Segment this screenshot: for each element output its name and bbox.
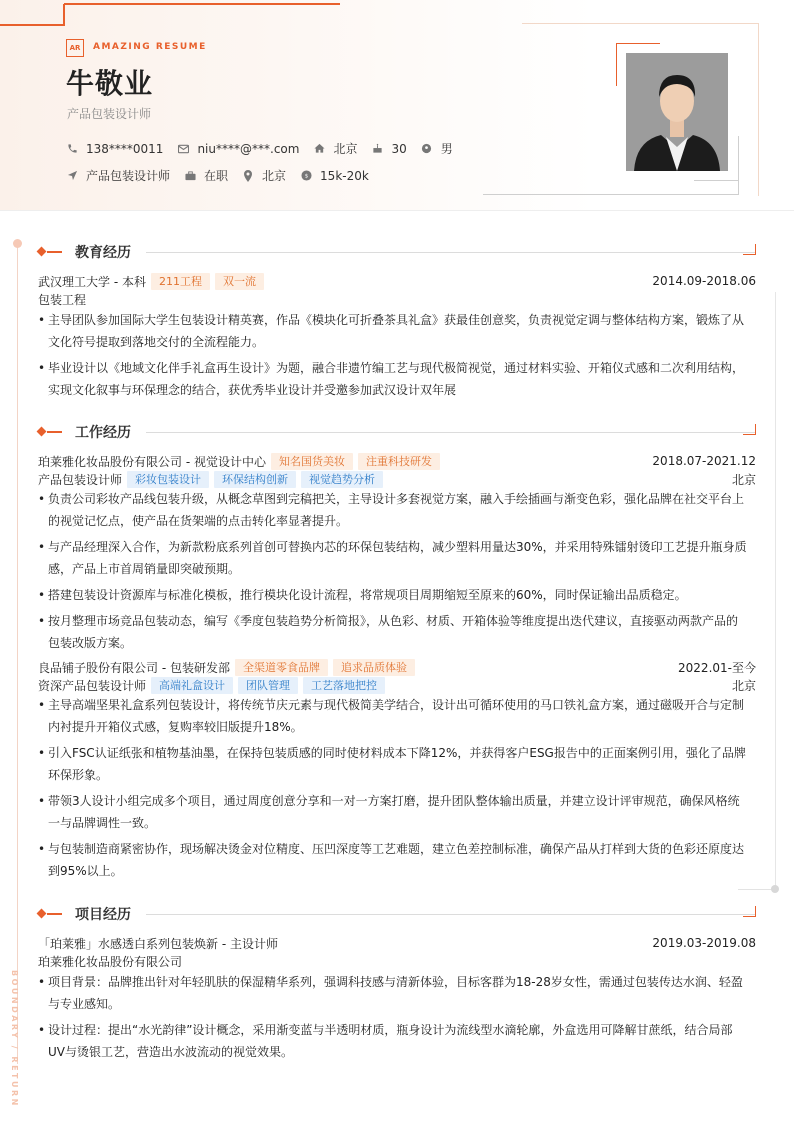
job-1-role-row: [38, 470, 756, 488]
phone-item: [66, 142, 163, 156]
job-city: 北京: [731, 472, 756, 487]
email-text: niu****@***.com: [197, 141, 300, 156]
role-tag: 视觉趋势分析: [301, 471, 383, 488]
target-role-item: [66, 167, 170, 184]
home-icon: [313, 143, 325, 155]
role-tag: 彩妆包装设计: [127, 471, 209, 488]
section-title: 项目经历: [75, 907, 131, 923]
section-end-bracket: [743, 424, 756, 435]
top-accent-line: [64, 3, 340, 5]
education-date: 2014.09-2018.06: [652, 274, 756, 288]
section-dash: [47, 431, 62, 433]
job-2-bullets: [38, 694, 748, 886]
money-icon: [300, 170, 312, 182]
brand-logo: AR: [66, 39, 84, 57]
location-icon: [242, 170, 254, 182]
left-timeline-rail: [17, 244, 18, 1064]
age-item: [371, 142, 406, 156]
project-date: 2019.03-2019.08: [652, 936, 756, 950]
project-org-row: [38, 952, 756, 970]
target-city-item: [242, 167, 286, 184]
section-project-header: [36, 904, 756, 924]
salary-item: [300, 169, 369, 183]
city-text: 北京: [333, 142, 358, 156]
gender-text: 男: [440, 142, 453, 156]
project-row: [38, 934, 756, 952]
brand-text: AMAZING RESUME: [93, 42, 207, 52]
school-tag: 211工程: [151, 273, 210, 290]
school-name: 武汉理工大学 - 本科: [38, 274, 146, 289]
job-role: 资深产品包装设计师: [38, 678, 147, 693]
cake-icon: [371, 143, 383, 155]
section-education-header: [36, 242, 756, 262]
briefcase-icon: [184, 170, 196, 182]
gender-item: [421, 140, 453, 157]
section-dash: [47, 913, 62, 915]
section-divider: [146, 432, 756, 433]
mail-icon: [177, 143, 189, 155]
phone-text: 138****0011: [86, 141, 164, 156]
list-item: • 按月整理市场竞品包装动态，编写《季度包装趋势分析简报》，从色彩、材质、开箱体验等维度提出迭代建议，直接驱动两款产品的包装改版方案。: [38, 610, 748, 654]
company-name: 良品铺子股份有限公司 - 包装研发部: [38, 660, 230, 675]
list-item: • 与包装制造商紧密协作，现场解决烫金对位精度、压凹深度等工艺难题，建立色差控制标准，确保产品从打样到大货的色彩还原度达到95%以上。: [38, 838, 748, 882]
city-item: [313, 140, 357, 157]
diamond-icon: [37, 427, 47, 437]
target-city-text: 北京: [262, 169, 287, 183]
section-divider: [146, 252, 756, 253]
list-item: • 毕业设计以《地域文化伴手礼盒再生设计》为题，融合非遗竹编工艺与现代极简视觉，通过材料实验、开箱仪式感和二次利用结构，实现文化叙事与环保理念的结合，获优秀毕业设计并受邀参加武汉设计双年展: [38, 357, 748, 401]
job-date: 2018.07-2021.12: [652, 454, 756, 468]
list-item: • 搭建包装设计资源库与标准化模板，推行模块化设计流程，将常规项目周期缩短至原来的60%，同时保证输出品质稳定。: [38, 584, 748, 606]
project-bullets: [38, 971, 748, 1067]
diamond-icon: [37, 247, 47, 257]
section-work-header: [36, 422, 756, 442]
list-item: • 设计过程：提出“水光韵律”设计概念，采用渐变蓝与半透明材质，瓶身设计为流线型水滴轮廓，外盒选用可降解甘蔗纸，结合局部UV与烫银工艺，营造出水波流动的视觉效果。: [38, 1019, 748, 1063]
section-title: 教育经历: [75, 245, 131, 261]
salary-text: 15k-20k: [320, 168, 369, 183]
list-item: • 引入FSC认证纸张和植物基油墨，在保持包装质感的同时使材料成本下降12%，并获得客户ESG报告中的正面案例引用，强化了品牌环保形象。: [38, 742, 748, 786]
section-divider: [146, 914, 756, 915]
list-item: • 项目背景：品牌推出针对年轻肌肤的保湿精华系列，强调科技感与清新体验，目标客群为18-28岁女性，需通过包装传达水润、轻盈与专业感知。: [38, 971, 748, 1015]
right-rail: [775, 292, 776, 888]
school-tag: 双一流: [215, 273, 264, 290]
target-role-text: 产品包装设计师: [86, 169, 171, 183]
major: 包装工程: [38, 292, 87, 307]
list-item: • 主导团队参加国际大学生包装设计精英赛，作品《模块化可折叠茶具礼盒》获最佳创意奖，负责视觉定调与整体结构方案，锻炼了从文化符号提取到落地交付的全流程能力。: [38, 309, 748, 353]
section-dash: [47, 251, 62, 253]
role-tag: 团队管理: [238, 677, 298, 694]
corner-accent-h: [0, 24, 64, 26]
job-role: 产品包装设计师: [38, 472, 123, 487]
right-rail-dash: [738, 889, 774, 890]
company-tag: 全渠道零食品牌: [235, 659, 328, 676]
role-tag: 高端礼盒设计: [151, 677, 233, 694]
list-item: • 主导高端坚果礼盒系列包装设计，将传统节庆元素与现代极简美学结合，设计出可循环使用的马口铁礼盒方案，通过磁吸开合与定制内衬提升开箱仪式感，复购率较旧版提升18%。: [38, 694, 748, 738]
company-tag: 知名国货美妆: [271, 453, 353, 470]
diamond-icon: [37, 909, 47, 919]
contact-row-2: [66, 167, 383, 184]
candidate-name: 牛敬业: [66, 67, 154, 100]
list-item: • 带领3人设计小组完成多个项目，通过周度创意分享和一对一方案打磨，提升团队整体输出质量，并建立设计评审规范，确保风格统一与品牌调性一致。: [38, 790, 748, 834]
corner-accent-v: [63, 4, 65, 26]
send-icon: [66, 170, 78, 182]
company-tag: 注重科技研发: [358, 453, 440, 470]
right-rail-dot: [771, 885, 779, 893]
job-city: 北京: [731, 678, 756, 693]
phone-icon: [66, 143, 78, 155]
project-name: 「珀莱雅」水感透白系列包装焕新 - 主设计师: [38, 936, 278, 951]
education-bullets: [38, 309, 748, 405]
left-timeline-dot: [13, 239, 22, 248]
age-text: 30: [391, 141, 407, 156]
section-end-bracket: [743, 244, 756, 255]
list-item: • 与产品经理深入合作，为新款粉底系列首创可替换内芯的环保包装结构，减少塑料用量达30%，并采用特殊镭射烫印工艺提升瓶身质感，产品上市首周销量即突破预期。: [38, 536, 748, 580]
contact-row-1: [66, 140, 467, 157]
major-row: [38, 290, 756, 308]
job-1-company-row: [38, 452, 756, 470]
svg-text:$: $: [304, 173, 308, 180]
status-item: [184, 167, 228, 184]
list-item: • 负责公司彩妆产品线包装升级，从概念草图到完稿把关，主导设计多套视觉方案，融入手绘插画与渐变色彩，强化品牌在社交平台上的视觉记忆点，使产品在货架端的点击转化率显著提升。: [38, 488, 748, 532]
status-text: 在职: [204, 169, 229, 183]
job-2-role-row: [38, 676, 756, 694]
gender-icon: [421, 143, 433, 155]
section-end-bracket: [743, 906, 756, 917]
role-tag: 环保结构创新: [214, 471, 296, 488]
company-name: 珀莱雅化妆品股份有限公司 - 视觉设计中心: [38, 454, 266, 469]
avatar: [626, 53, 728, 171]
email-item: [177, 142, 299, 156]
job-1-bullets: [38, 488, 748, 658]
section-title: 工作经历: [75, 425, 131, 441]
company-tag: 追求品质体验: [333, 659, 415, 676]
role-tag: 工艺落地把控: [303, 677, 385, 694]
rail-caption: BOUNDARY / RETURN: [10, 970, 19, 1108]
job-2-company-row: [38, 658, 756, 676]
education-row: [38, 272, 756, 290]
candidate-title: 产品包装设计师: [67, 107, 152, 121]
project-org: 珀莱雅化妆品股份有限公司: [38, 954, 183, 969]
job-date: 2022.01-至今: [678, 660, 756, 675]
